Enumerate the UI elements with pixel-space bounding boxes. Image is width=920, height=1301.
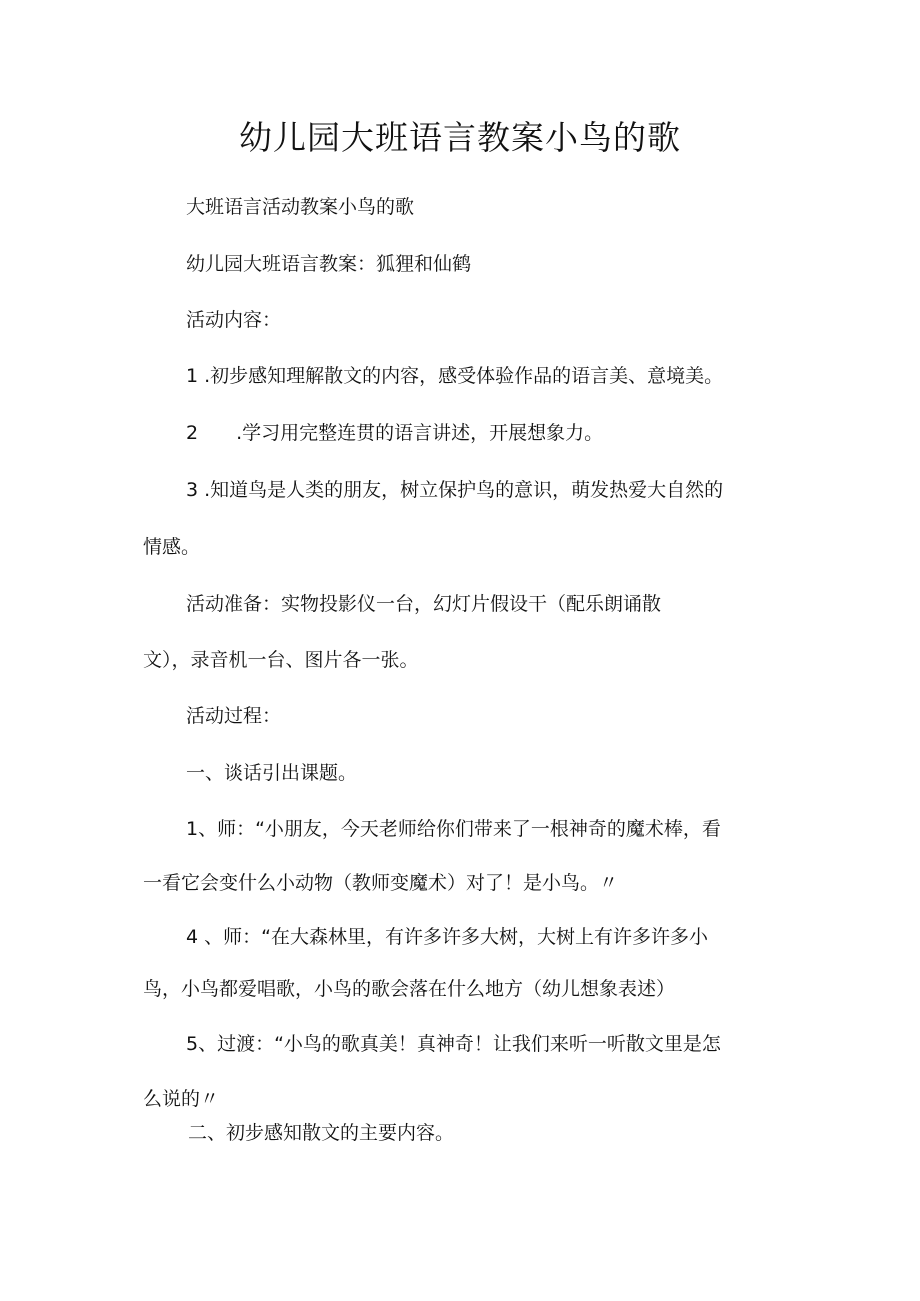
step-1-paragraph: 1、师：“小朋友，今天老师给你们带来了一根神奇的魔术棒，看	[186, 818, 721, 840]
goal-item-1: 1 .初步感知理解散文的内容，感受体验作品的语言美、意境美。	[186, 365, 724, 387]
step-4-paragraph: 4 、师：“在大森林里，有许多许多大树，大树上有许多许多小	[186, 926, 708, 948]
subtitle-line: 大班语言活动教案小鸟的歌	[186, 196, 415, 218]
goal-item-3: 3 .知道鸟是人类的朋友，树立保护鸟的意识，萌发热爱大自然的	[186, 479, 724, 501]
section-heading-process: 活动过程：	[186, 705, 282, 727]
step-5-paragraph: 5、过渡：“小鸟的歌真美！真神奇！让我们来听一听散文里是怎	[186, 1033, 721, 1055]
preparation-line-continued: 文），录音机一台、图片各一张。	[143, 649, 419, 671]
step-heading-1: 一、谈话引出课题。	[186, 762, 358, 784]
step-5-paragraph-continued: 么说的〃	[143, 1088, 220, 1110]
step-1-paragraph-continued: 一看它会变什么小动物（教师变魔术）对了！是小鸟。〃	[143, 872, 619, 894]
step-heading-2: 二、初步感知散文的主要内容。	[188, 1122, 455, 1144]
related-lesson-line: 幼儿园大班语言教案：狐狸和仙鹤	[186, 253, 472, 275]
preparation-line: 活动准备：实物投影仪一台，幻灯片假设干（配乐朗诵散	[186, 593, 662, 615]
section-heading-content: 活动内容：	[186, 309, 282, 331]
step-4-paragraph-continued: 鸟，小鸟都爱唱歌，小鸟的歌会落在什么地方（幼儿想象表述）	[143, 978, 676, 1000]
document-title: 幼儿园大班语言教案小鸟的歌	[239, 118, 681, 157]
goal-item-3-continued: 情感。	[143, 536, 201, 558]
goal-item-2: 2 .学习用完整连贯的语言讲述，开展想象力。	[186, 422, 604, 444]
